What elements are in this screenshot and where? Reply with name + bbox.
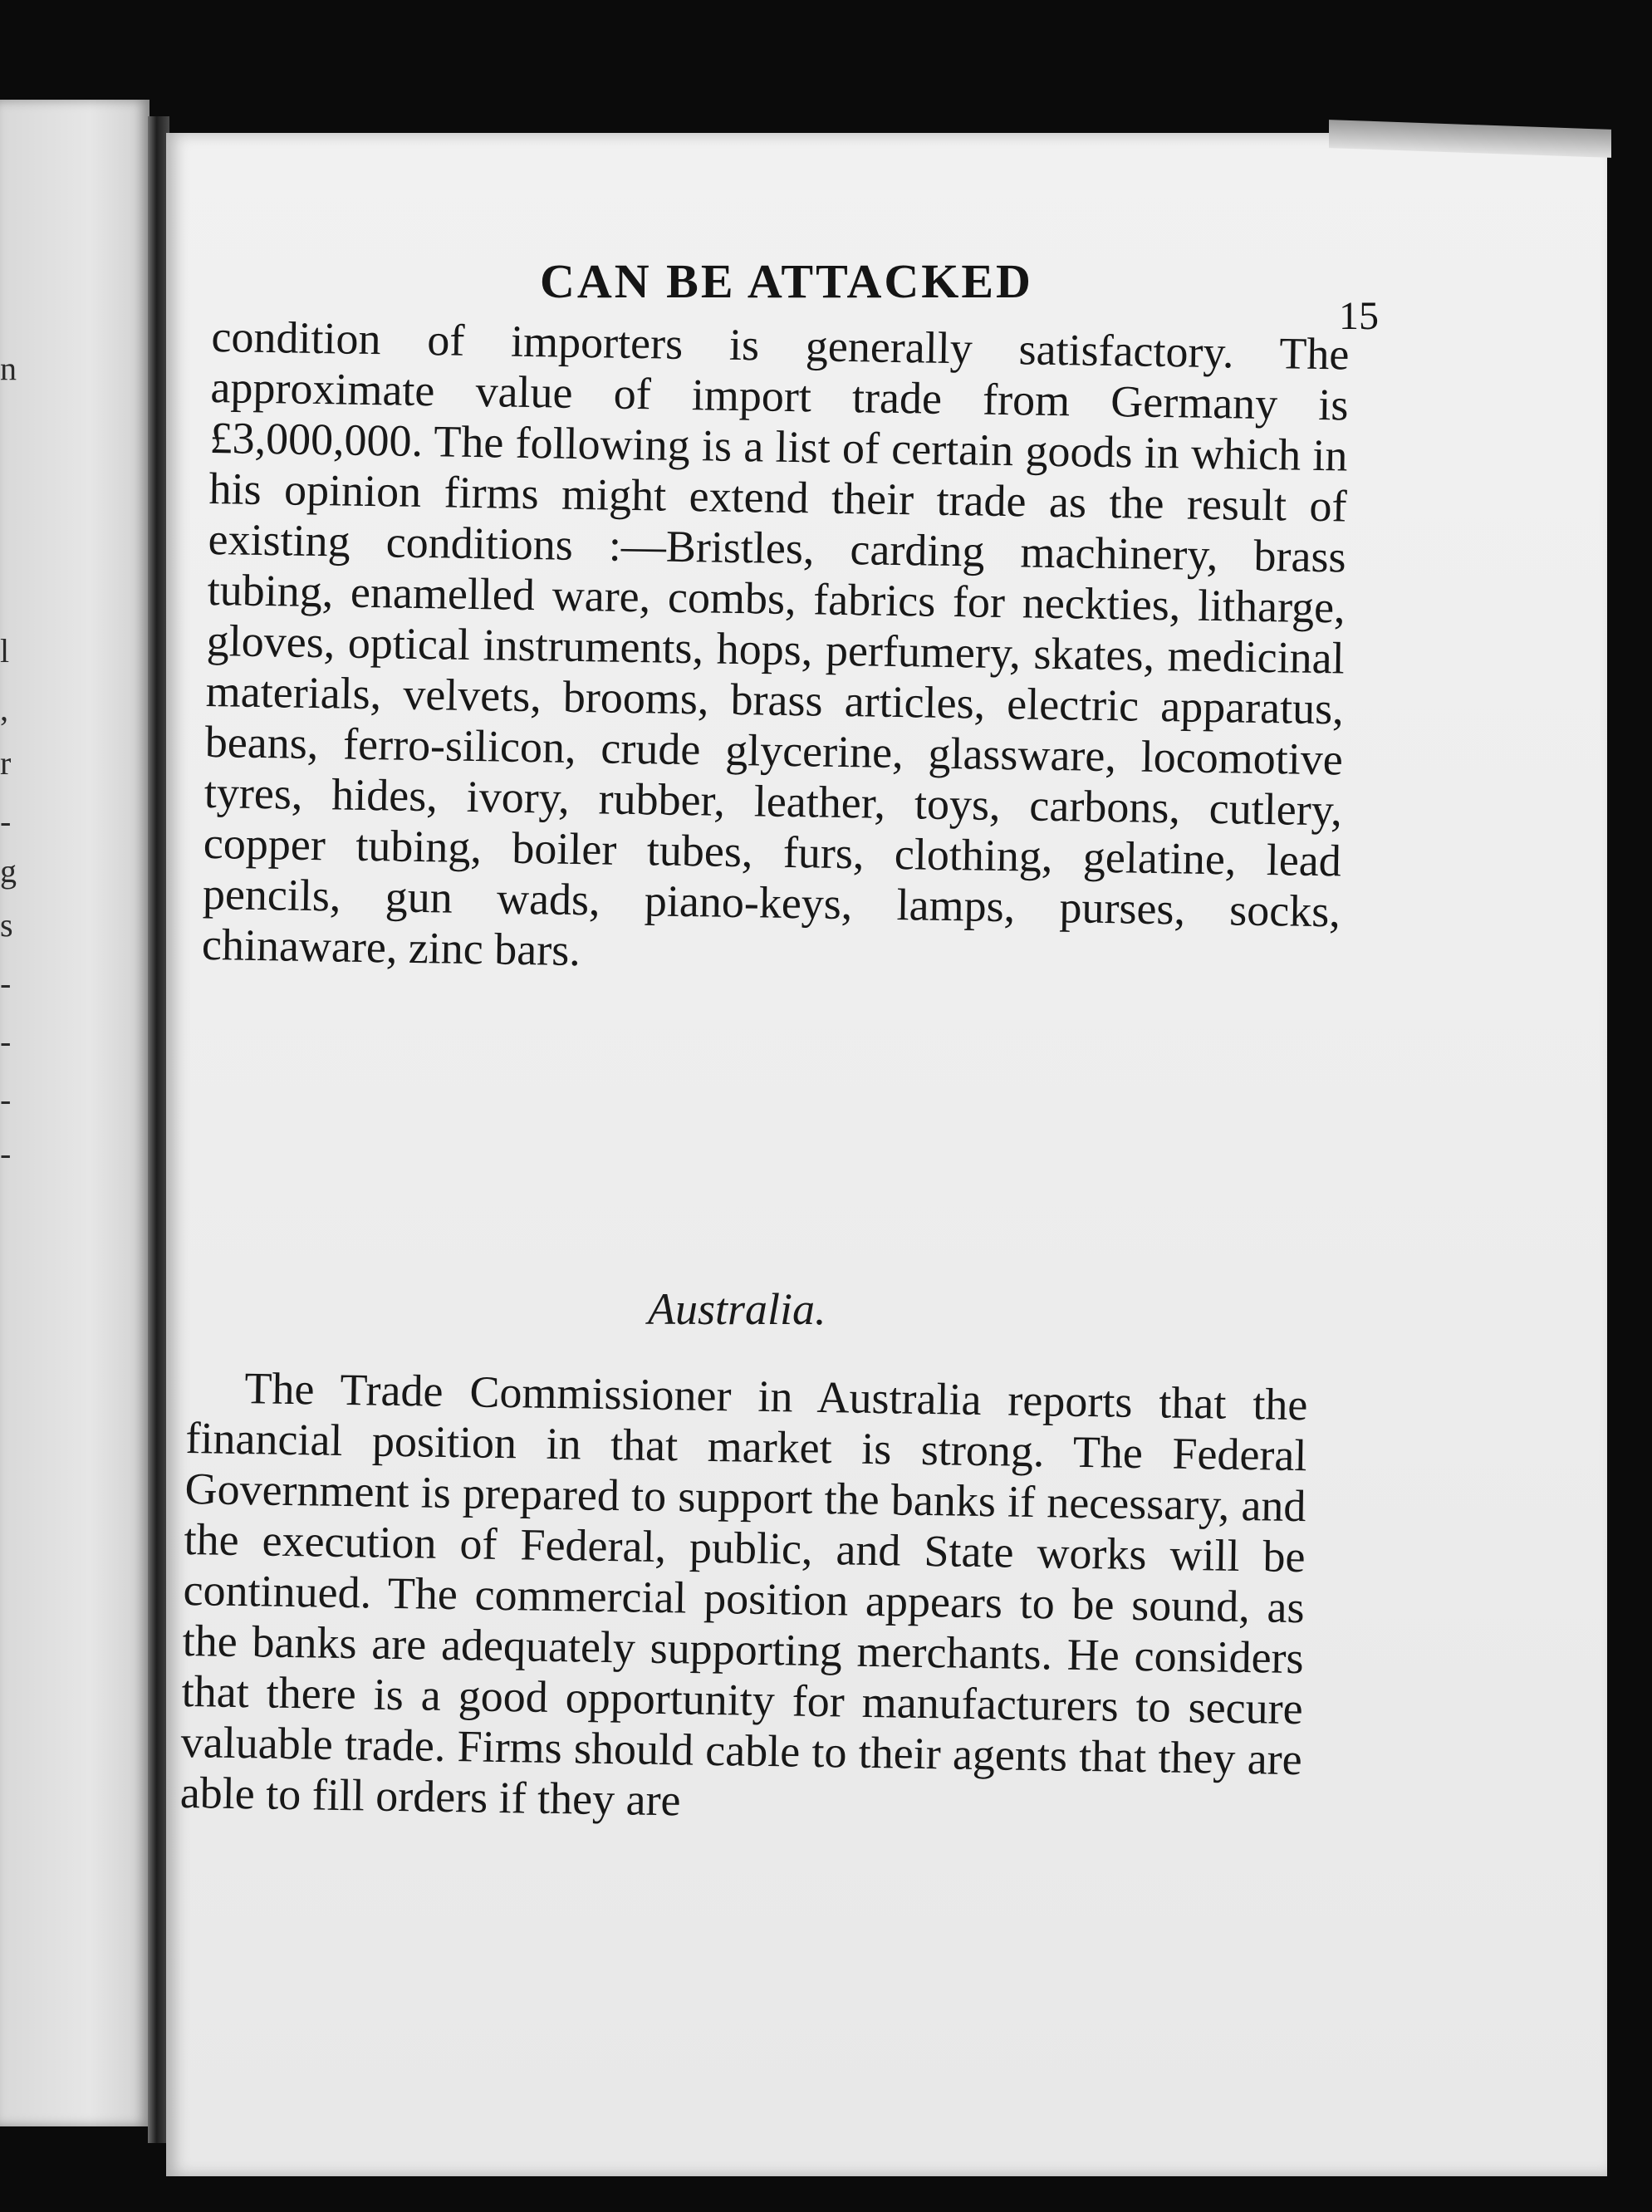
running-head: CAN BE ATTACKED <box>540 254 1033 308</box>
left-page-fragment: g <box>0 852 17 890</box>
left-page-fragment: l <box>0 632 10 669</box>
page-number: 15 <box>1339 294 1379 338</box>
left-page-fragment: - <box>0 1023 12 1060</box>
paragraph-text: condition of importers is generally satisfactory. The approximate value of import trade from Germany is £3,000,000. The following is a list of certain goods in which in his opinion firms might extend their trade as the result of existing conditions :—Bristles, carding machinery, brass tubing, enamelled ware, combs, fabrics for neckties, litharge, gloves, optical instruments, hops, perfumery, skates, medicinal materials, velvets, brooms, brass articles, electric apparatus, beans, ferro-silicon, crude glycerine, glassware, locomotive tyres, hides, ivory, rubber, leather, toys, carbons, cutlery, copper tubing, boiler tubes, furs, clothing, gelatine, lead pencils, gun wads, piano-keys, lamps, purses, socks, chinaware, zinc bars. <box>201 311 1350 976</box>
page-header <box>299 253 1379 338</box>
left-page-fragment: - <box>0 964 12 1002</box>
left-page-edge <box>0 100 150 2126</box>
left-page-fragment: - <box>0 802 12 840</box>
left-page-fragment: n <box>0 350 17 387</box>
left-page-fragment: r <box>0 744 12 782</box>
paragraph-text: The Trade Commissioner in Australia reports that the financial position in that market is strong. The Federal Government is prepared to support the banks if necessary, and the execution of Federal, public, and State works will be continued. The commercial position appears to be sound, as the banks are adequately supporting merchants. He considers that there is a good opportunity for manufacturers to secure valuable trade. Firms should cable to their agents that they are able to fill orders if they are <box>179 1363 1308 1826</box>
body-paragraph <box>179 1362 1307 1836</box>
left-page-fragment: s <box>0 906 13 944</box>
left-page-fragment: - <box>0 1135 12 1172</box>
left-page-fragment: , <box>0 690 8 728</box>
left-page-fragment: - <box>0 1081 12 1118</box>
body-paragraph <box>202 311 1350 988</box>
section-heading: Australia. <box>648 1284 826 1334</box>
